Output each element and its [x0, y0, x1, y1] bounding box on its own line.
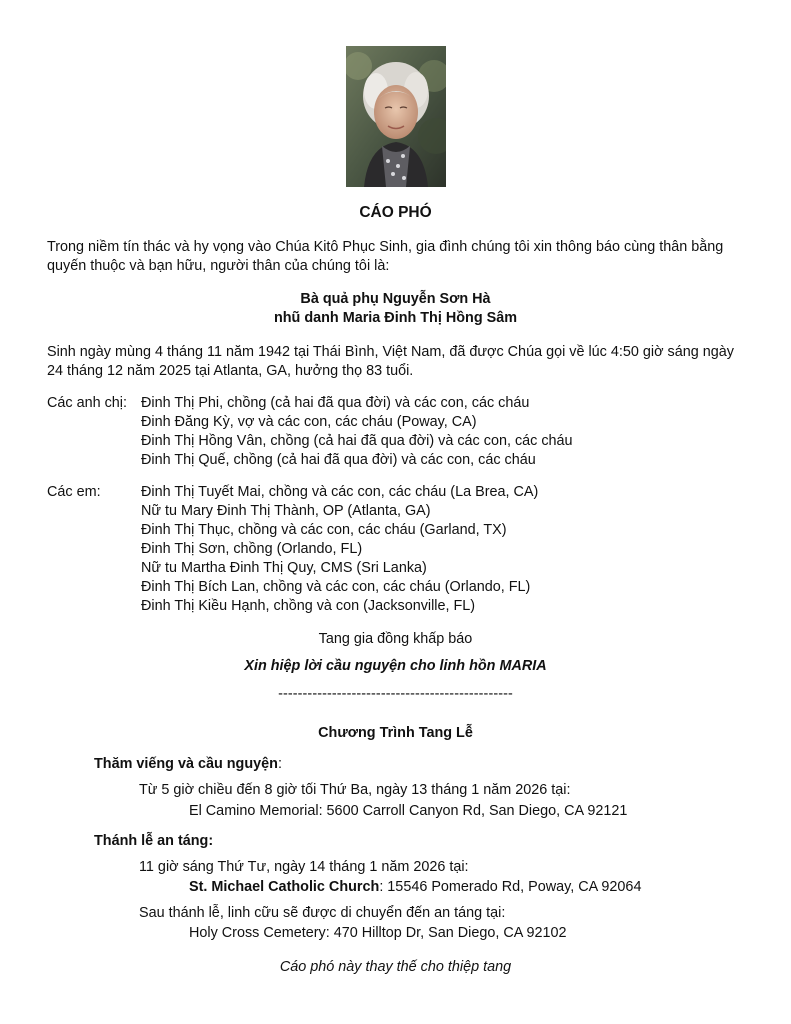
funeral-mass-time: 11 giờ sáng Thứ Tư, ngày 14 tháng 1 năm 2026 tại: [139, 859, 469, 875]
visitation-venue-name: El Camino Memorial [189, 803, 319, 819]
list-item: Đinh Thị Kiều Hạnh, chồng và con (Jacksonville, FL) [141, 598, 476, 614]
younger-siblings-list [141, 483, 538, 616]
page-title: CÁO PHÓ [359, 204, 432, 221]
burial-venue [189, 924, 567, 943]
list-item: Nữ tu Mary Đinh Thị Thành, OP (Atlanta, GA) [141, 503, 431, 519]
deceased-name: Bà quả phụ Nguyễn Sơn Hà [300, 291, 491, 307]
funeral-mass-venue [189, 878, 641, 897]
older-siblings-label: Các anh chị: [47, 395, 127, 411]
funeral-venue-address: : 15546 Pomerado Rd, Poway, CA 92064 [379, 879, 642, 895]
program-title: Chương Trình Tang Lễ [318, 725, 473, 741]
deceased-baptismal-name: nhũ danh Maria Đinh Thị Hồng Sâm [273, 310, 518, 326]
list-item: Đinh Thị Quế, chồng (cả hai đã qua đời) và các con, các cháu [141, 452, 536, 468]
list-item: Đinh Thị Phi, chồng (cả hai đã qua đời) và các con, các cháu [141, 395, 530, 411]
visitation-venue-address: : 5600 Carroll Canyon Rd, San Diego, CA 92121 [318, 803, 628, 819]
list-item: Đinh Thị Bích Lan, chồng và các con, các cháu (Orlando, FL) [141, 579, 531, 595]
visitation-heading-text: Thăm viếng và cầu nguyện [94, 756, 278, 772]
portrait-photo [346, 46, 446, 187]
birth-death-paragraph: Sinh ngày mùng 4 tháng 11 năm 1942 tại Thái Bình, Việt Nam, đã được Chúa gọi về lúc 4:50 giờ sáng ngày 24 tháng 12 năm 2025 tại Atlanta, GA, hưởng thọ 83 tuổi. [47, 344, 734, 379]
family-announcement: Tang gia đồng khấp báo [318, 631, 473, 647]
visitation-heading [94, 755, 282, 774]
funeral-mass-heading: Thánh lễ an táng: [94, 833, 214, 849]
closing-note: Cáo phó này thay thế cho thiệp tang [279, 959, 512, 975]
list-item: Nữ tu Martha Đinh Thị Quy, CMS (Sri Lanka) [141, 560, 427, 576]
prayer-request: Xin hiệp lời cầu nguyện cho linh hồn MARIA [244, 658, 547, 674]
list-item: Đinh Thị Tuyết Mai, chồng và các con, các cháu (La Brea, CA) [141, 484, 539, 500]
older-siblings-list [141, 394, 573, 470]
list-item: Đinh Thị Thục, chồng và các con, các cháu (Garland, TX) [141, 522, 507, 538]
younger-siblings-label: Các em: [47, 484, 101, 500]
divider-line: ------------------------------------------------ [278, 686, 513, 702]
burial-note: Sau thánh lễ, linh cữu sẽ được di chuyển đến an táng tại: [139, 905, 506, 921]
visitation-time: Từ 5 giờ chiều đến 8 giờ tối Thứ Ba, ngày 13 tháng 1 năm 2026 tại: [139, 782, 571, 798]
funeral-venue-name: St. Michael Catholic Church [189, 879, 380, 895]
list-item: Đinh Đăng Kỳ, vợ và các con, các cháu (Poway, CA) [141, 414, 477, 430]
visitation-venue [189, 802, 627, 821]
list-item: Đinh Thị Sơn, chồng (Orlando, FL) [141, 541, 363, 557]
visitation-heading-colon: : [277, 756, 282, 772]
list-item: Đinh Thị Hồng Vân, chồng (cả hai đã qua đời) và các con, các cháu [141, 433, 573, 449]
burial-venue-address: : 470 Hilltop Dr, San Diego, CA 92102 [325, 925, 567, 941]
burial-venue-name: Holy Cross Cemetery [189, 925, 326, 941]
intro-paragraph: Trong niềm tín thác và hy vọng vào Chúa Kitô Phục Sinh, gia đình chúng tôi xin thông báo cùng thân bằng quyến thuộc và bạn hữu, người thân của chúng tôi là: [47, 239, 724, 274]
